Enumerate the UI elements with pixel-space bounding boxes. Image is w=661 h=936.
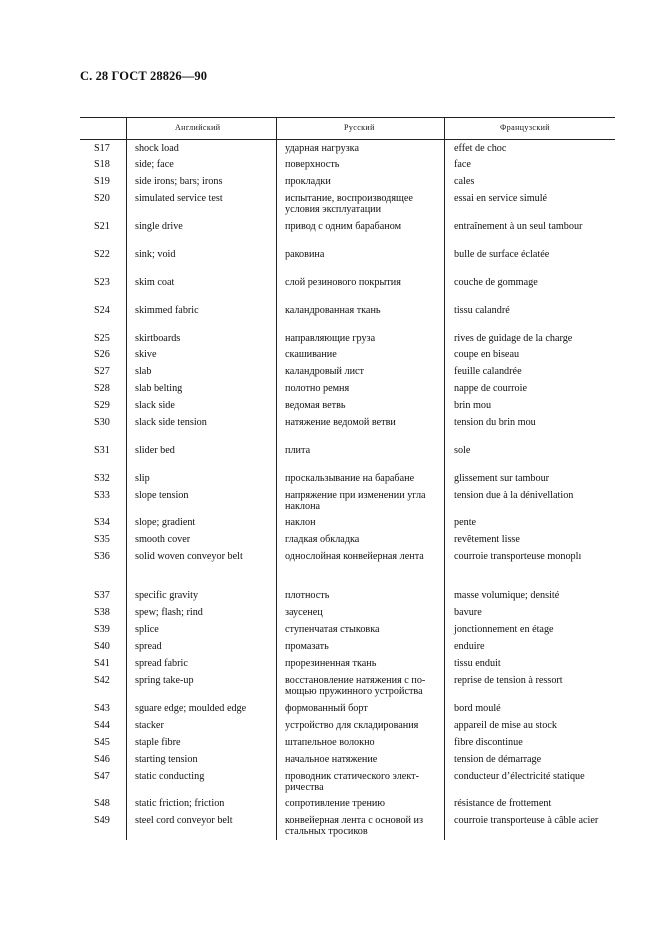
term-code: S31: [94, 445, 110, 456]
term-russian: направляющие груза: [285, 333, 376, 344]
term-french: face: [454, 159, 471, 170]
term-english: slab: [135, 366, 152, 377]
term-code: S26: [94, 349, 110, 360]
term-code: S36: [94, 551, 110, 562]
term-code: S47: [94, 771, 110, 782]
term-french: tension de démarrage: [454, 754, 542, 765]
term-code: S23: [94, 277, 110, 288]
term-russian: плотность: [285, 590, 330, 601]
term-english: skimmed fabric: [135, 305, 199, 316]
term-russian: поверхность: [285, 159, 340, 170]
term-russian: привод с одним барабаном: [285, 221, 402, 232]
term-english: static conducting: [135, 771, 205, 782]
term-english: smooth cover: [135, 534, 191, 545]
term-french: couche de gommage: [454, 277, 538, 288]
table-header-rule: [80, 139, 615, 140]
column-divider: [126, 117, 127, 840]
term-code: S20: [94, 193, 110, 204]
term-russian: плита: [285, 445, 311, 456]
term-english: slider bed: [135, 445, 175, 456]
term-code: S48: [94, 798, 110, 809]
term-russian: ведомая ветвь: [285, 400, 346, 411]
term-russian: каландровый лист: [285, 366, 364, 377]
column-header-russian: Русский: [344, 123, 375, 132]
term-french: bulle de surface éclatée: [454, 249, 550, 260]
term-english: sguare edge; moulded edge: [135, 703, 247, 714]
term-english: skim coat: [135, 277, 175, 288]
term-english: solid woven conveyor belt: [135, 551, 243, 562]
term-russian: промазать: [285, 641, 329, 652]
term-code: S45: [94, 737, 110, 748]
term-english: side irons; bars; irons: [135, 176, 223, 187]
term-code: S43: [94, 703, 110, 714]
term-english: stacker: [135, 720, 164, 731]
term-code: S21: [94, 221, 110, 232]
term-russian: натяжение ведомой ветви: [285, 417, 396, 428]
term-french: bord moulé: [454, 703, 501, 714]
term-russian: восстановление натяжения с по-мощью пружинного устройства: [285, 675, 426, 697]
term-english: spew; flash; rind: [135, 607, 203, 618]
term-english: splice: [135, 624, 159, 635]
term-russian: начальное натяжение: [285, 754, 378, 765]
term-russian: прокладки: [285, 176, 331, 187]
term-french: enduire: [454, 641, 485, 652]
term-english: spread: [135, 641, 162, 652]
term-code: S38: [94, 607, 110, 618]
column-header-french: Французский: [500, 123, 550, 132]
term-french: cales: [454, 176, 475, 187]
term-french: tissu enduit: [454, 658, 501, 669]
term-code: S49: [94, 815, 110, 826]
term-english: slack side tension: [135, 417, 207, 428]
term-french: sole: [454, 445, 471, 456]
term-code: S44: [94, 720, 110, 731]
term-english: simulated service test: [135, 193, 223, 204]
term-code: S17: [94, 143, 110, 154]
term-code: S19: [94, 176, 110, 187]
term-russian: конвейерная лента с основой из стальных тросиков: [285, 815, 424, 837]
term-russian: устройство для складирования: [285, 720, 419, 731]
term-code: S18: [94, 159, 110, 170]
term-english: side; face: [135, 159, 174, 170]
term-english: slack side: [135, 400, 175, 411]
term-french: glissement sur tambour: [454, 473, 550, 484]
term-english: sink; void: [135, 249, 176, 260]
column-header-english: Английский: [175, 123, 221, 132]
term-french: courroie transporteuse à câble acier: [454, 815, 599, 826]
term-russian: штапельное волокно: [285, 737, 375, 748]
term-english: slab belting: [135, 383, 183, 394]
term-russian: напряжение при изменении угла наклона: [285, 490, 426, 512]
term-french: rives de guidage de la charge: [454, 333, 573, 344]
term-english: steel cord conveyor belt: [135, 815, 233, 826]
term-code: S24: [94, 305, 110, 316]
term-french: jonctionnement en étage: [454, 624, 554, 635]
term-french: entraînement à un seul tambour: [454, 221, 583, 232]
term-code: S39: [94, 624, 110, 635]
term-french: masse volumique; densité: [454, 590, 560, 601]
term-english: staple fibre: [135, 737, 181, 748]
term-russian: слой резинового покрытия: [285, 277, 401, 288]
term-code: S28: [94, 383, 110, 394]
term-french: tension du brin mou: [454, 417, 536, 428]
term-english: spring take-up: [135, 675, 194, 686]
term-french: feuille calandrée: [454, 366, 522, 377]
term-russian: полотно ремня: [285, 383, 350, 394]
term-code: S46: [94, 754, 110, 765]
term-russian: ступенчатая стыковка: [285, 624, 380, 635]
term-russian: формованный борт: [285, 703, 368, 714]
term-russian: заусенец: [285, 607, 323, 618]
term-russian: проводник статического элект-ричества: [285, 771, 419, 793]
term-russian: сопротивление трению: [285, 798, 385, 809]
term-english: single drive: [135, 221, 183, 232]
term-english: static friction; friction: [135, 798, 225, 809]
term-english: slip: [135, 473, 150, 484]
term-russian: наклон: [285, 517, 316, 528]
term-english: shock load: [135, 143, 179, 154]
term-code: S29: [94, 400, 110, 411]
term-code: S37: [94, 590, 110, 601]
term-english: slope tension: [135, 490, 189, 501]
term-french: tissu calandré: [454, 305, 510, 316]
term-french: essai en service simulé: [454, 193, 548, 204]
term-french: nappe de courroie: [454, 383, 527, 394]
term-code: S27: [94, 366, 110, 377]
term-french: pente: [454, 517, 477, 528]
term-english: skive: [135, 349, 157, 360]
term-english: slope; gradient: [135, 517, 196, 528]
term-english: spread fabric: [135, 658, 188, 669]
term-code: S25: [94, 333, 110, 344]
table-top-rule: [80, 117, 615, 118]
term-french: revêtement lisse: [454, 534, 520, 545]
term-english: skirtboards: [135, 333, 181, 344]
term-english: specific gravity: [135, 590, 199, 601]
term-russian: проскальзывание на барабане: [285, 473, 415, 484]
term-french: reprise de tension à ressort: [454, 675, 563, 686]
term-russian: скашивание: [285, 349, 337, 360]
term-french: appareil de mise au stock: [454, 720, 557, 731]
page-header: С. 28 ГОСТ 28826—90: [80, 69, 208, 83]
term-russian: ударная нагрузка: [285, 143, 360, 154]
term-russian: гладкая обкладка: [285, 534, 360, 545]
term-code: S35: [94, 534, 110, 545]
term-french: résistance de frottement: [454, 798, 552, 809]
term-french: conducteur d’électricité statique: [454, 771, 585, 782]
term-english: starting tension: [135, 754, 198, 765]
term-french: effet de choc: [454, 143, 507, 154]
term-french: fibre discontinue: [454, 737, 523, 748]
term-code: S32: [94, 473, 110, 484]
column-divider: [276, 117, 277, 840]
term-russian: однослойная конвейерная лента: [285, 551, 424, 562]
term-french: tension due à la dénivellation: [454, 490, 574, 501]
term-russian: каландрованная ткань: [285, 305, 381, 316]
term-french: coupe en biseau: [454, 349, 520, 360]
term-russian: испытание, воспроизводящее условия эксплуатации: [285, 193, 413, 215]
term-russian: прорезиненная ткань: [285, 658, 377, 669]
term-french: bavure: [454, 607, 482, 618]
term-french: brin mou: [454, 400, 492, 411]
term-code: S40: [94, 641, 110, 652]
term-code: S30: [94, 417, 110, 428]
term-french: courroie transporteuse monoplı: [454, 551, 582, 562]
term-code: S34: [94, 517, 110, 528]
term-code: S42: [94, 675, 110, 686]
term-code: S33: [94, 490, 110, 501]
term-russian: раковина: [285, 249, 325, 260]
term-code: S41: [94, 658, 110, 669]
term-code: S22: [94, 249, 110, 260]
